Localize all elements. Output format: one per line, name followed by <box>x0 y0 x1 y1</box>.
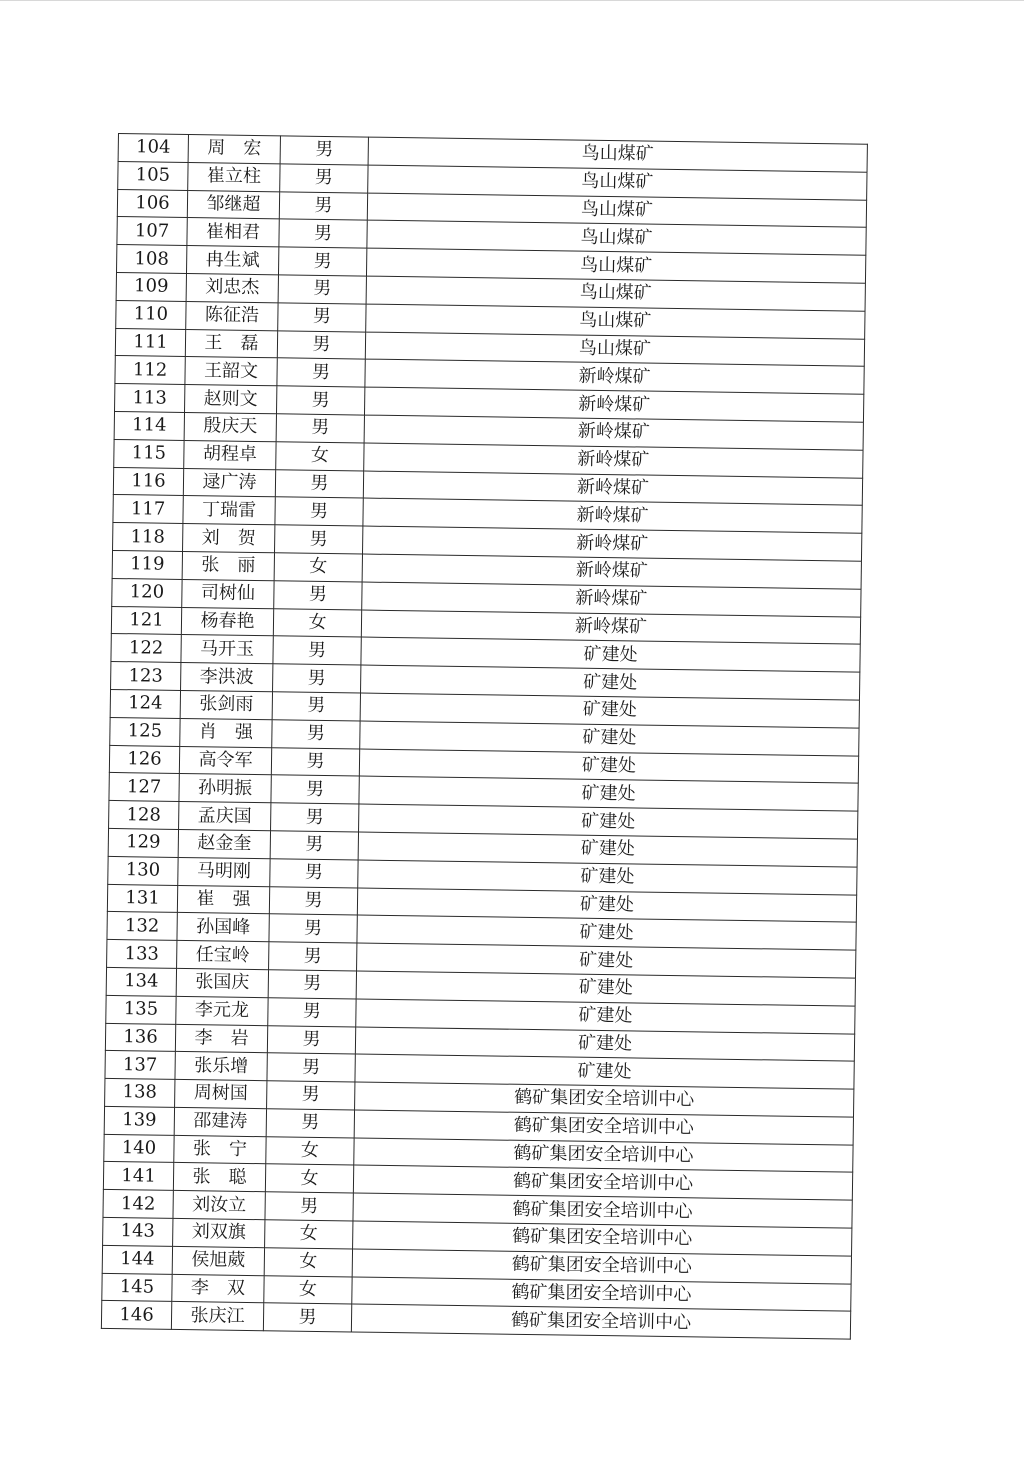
unit-cell: 矿建处 <box>358 832 857 867</box>
row-number-cell: 107 <box>117 217 187 246</box>
unit-cell: 新岭煤矿 <box>363 526 862 561</box>
unit-cell: 鹤矿集团安全培训中心 <box>355 1082 854 1117</box>
unit-cell: 鹤矿集团安全培训中心 <box>353 1221 852 1256</box>
name-cell: 刘双旗 <box>173 1218 265 1247</box>
page-top-edge <box>0 0 1024 7</box>
row-number-cell: 110 <box>116 300 186 329</box>
row-number-cell: 117 <box>113 495 183 524</box>
sex-cell: 女 <box>273 608 361 637</box>
name-cell: 李洪波 <box>181 663 273 692</box>
row-number-cell: 123 <box>111 662 181 691</box>
row-number-cell: 131 <box>107 884 177 913</box>
sex-cell: 男 <box>267 1081 355 1110</box>
sex-cell: 男 <box>268 997 356 1026</box>
unit-cell: 矿建处 <box>357 943 856 978</box>
name-cell: 张 宁 <box>174 1135 266 1164</box>
name-cell: 逯广涛 <box>183 468 275 497</box>
row-number-cell: 143 <box>103 1217 173 1246</box>
sex-cell: 男 <box>278 247 366 276</box>
name-cell: 侯旭葳 <box>172 1246 264 1275</box>
unit-cell: 矿建处 <box>359 749 858 784</box>
row-number-cell: 137 <box>105 1051 175 1080</box>
row-number-cell: 142 <box>103 1190 173 1219</box>
name-cell: 高令军 <box>179 746 271 775</box>
sex-cell: 男 <box>263 1303 351 1332</box>
name-cell: 任宝岭 <box>177 941 269 970</box>
sex-cell: 男 <box>269 942 357 971</box>
name-cell: 李 双 <box>172 1274 264 1303</box>
sex-cell: 男 <box>271 803 359 832</box>
sex-cell: 男 <box>267 1053 355 1082</box>
name-cell: 肖 强 <box>180 718 272 747</box>
sex-cell: 男 <box>278 303 366 332</box>
name-cell: 丁瑞雷 <box>183 496 275 525</box>
name-cell: 崔 强 <box>177 885 269 914</box>
unit-cell: 新岭煤矿 <box>362 554 861 589</box>
sex-cell: 男 <box>270 831 358 860</box>
unit-cell: 矿建处 <box>360 721 859 756</box>
unit-cell: 新岭煤矿 <box>362 582 861 617</box>
unit-cell: 新岭煤矿 <box>363 471 862 506</box>
row-number-cell: 113 <box>115 384 185 413</box>
row-number-cell: 145 <box>102 1273 172 1302</box>
name-cell: 孙明振 <box>179 774 271 803</box>
name-cell: 孟庆国 <box>179 802 271 831</box>
unit-cell: 鸟山煤矿 <box>366 248 865 283</box>
row-number-cell: 125 <box>110 717 180 746</box>
name-cell: 王 磊 <box>185 329 277 358</box>
row-number-cell: 128 <box>109 801 179 830</box>
sex-cell: 男 <box>276 414 364 443</box>
sex-cell: 男 <box>277 358 365 387</box>
unit-cell: 鸟山煤矿 <box>368 165 867 200</box>
sex-cell: 男 <box>272 720 360 749</box>
row-number-cell: 118 <box>113 523 183 552</box>
sex-cell: 男 <box>280 164 368 193</box>
roster-table <box>101 133 868 1340</box>
unit-cell: 鹤矿集团安全培训中心 <box>354 1138 853 1173</box>
sex-cell: 男 <box>277 330 365 359</box>
sex-cell: 男 <box>267 1025 355 1054</box>
sex-cell: 男 <box>268 970 356 999</box>
row-number-cell: 126 <box>109 745 179 774</box>
unit-cell: 矿建处 <box>357 888 856 923</box>
name-cell: 张庆江 <box>171 1302 263 1331</box>
unit-cell: 鸟山煤矿 <box>366 304 865 339</box>
name-cell: 张 聪 <box>173 1163 265 1192</box>
sex-cell: 男 <box>275 469 363 498</box>
name-cell: 赵金奎 <box>178 829 270 858</box>
roster-table-body <box>101 134 867 1340</box>
row-number-cell: 104 <box>118 134 188 163</box>
name-cell: 王韶文 <box>185 357 277 386</box>
row-number-cell: 138 <box>105 1079 175 1108</box>
row-number-cell: 112 <box>115 356 185 385</box>
row-number-cell: 129 <box>108 828 178 857</box>
name-cell: 殷庆天 <box>184 412 276 441</box>
name-cell: 陈征浩 <box>186 301 278 330</box>
name-cell: 冉生斌 <box>186 246 278 275</box>
row-number-cell: 116 <box>113 467 183 496</box>
row-number-cell: 111 <box>115 328 185 357</box>
name-cell: 胡程卓 <box>184 440 276 469</box>
sex-cell: 女 <box>274 553 362 582</box>
sex-cell: 女 <box>265 1164 353 1193</box>
row-number-cell: 120 <box>112 578 182 607</box>
unit-cell: 矿建处 <box>355 1026 854 1061</box>
unit-cell: 矿建处 <box>357 915 856 950</box>
name-cell: 崔相君 <box>187 218 279 247</box>
name-cell: 刘 贺 <box>183 524 275 553</box>
row-number-cell: 124 <box>110 689 180 718</box>
unit-cell: 矿建处 <box>358 860 857 895</box>
name-cell: 周树国 <box>175 1080 267 1109</box>
row-number-cell: 146 <box>101 1301 171 1330</box>
row-number-cell: 134 <box>106 967 176 996</box>
row-number-cell: 115 <box>114 439 184 468</box>
unit-cell: 鹤矿集团安全培训中心 <box>354 1110 853 1145</box>
sex-cell: 男 <box>271 775 359 804</box>
name-cell: 张剑雨 <box>180 690 272 719</box>
sex-cell: 男 <box>274 581 362 610</box>
unit-cell: 鹤矿集团安全培训中心 <box>353 1165 852 1200</box>
name-cell: 李 岩 <box>175 1024 267 1053</box>
sex-cell: 男 <box>266 1109 354 1138</box>
sex-cell: 男 <box>280 136 368 165</box>
unit-cell: 矿建处 <box>355 1054 854 1089</box>
unit-cell: 矿建处 <box>356 999 855 1034</box>
name-cell: 李元龙 <box>176 996 268 1025</box>
name-cell: 崔立柱 <box>188 162 280 191</box>
sex-cell: 男 <box>276 386 364 415</box>
sex-cell: 男 <box>279 191 367 220</box>
row-number-cell: 130 <box>108 856 178 885</box>
row-number-cell: 106 <box>117 189 187 218</box>
unit-cell: 矿建处 <box>359 804 858 839</box>
unit-cell: 鹤矿集团安全培训中心 <box>353 1193 852 1228</box>
unit-cell: 鸟山煤矿 <box>368 137 867 172</box>
row-number-cell: 119 <box>112 550 182 579</box>
name-cell: 刘忠杰 <box>186 273 278 302</box>
row-number-cell: 108 <box>117 245 187 274</box>
sex-cell: 男 <box>269 914 357 943</box>
row-number-cell: 140 <box>104 1134 174 1163</box>
name-cell: 周 宏 <box>188 135 280 164</box>
sex-cell: 女 <box>276 442 364 471</box>
unit-cell: 新岭煤矿 <box>365 359 864 394</box>
name-cell: 马明刚 <box>178 857 270 886</box>
unit-cell: 新岭煤矿 <box>361 610 860 645</box>
unit-cell: 鸟山煤矿 <box>367 193 866 228</box>
name-cell: 赵则文 <box>185 385 277 414</box>
row-number-cell: 136 <box>105 1023 175 1052</box>
unit-cell: 鹤矿集团安全培训中心 <box>351 1304 850 1339</box>
unit-cell: 矿建处 <box>361 665 860 700</box>
unit-cell: 矿建处 <box>360 693 859 728</box>
name-cell: 刘汝立 <box>173 1191 265 1220</box>
sex-cell: 男 <box>273 636 361 665</box>
sex-cell: 女 <box>264 1275 352 1304</box>
name-cell: 邹继超 <box>187 190 279 219</box>
sex-cell: 男 <box>265 1192 353 1221</box>
sex-cell: 男 <box>275 525 363 554</box>
unit-cell: 鸟山煤矿 <box>365 332 864 367</box>
row-number-cell: 114 <box>114 411 184 440</box>
sex-cell: 男 <box>278 275 366 304</box>
unit-cell: 新岭煤矿 <box>364 387 863 422</box>
row-number-cell: 139 <box>104 1106 174 1135</box>
sex-cell: 女 <box>264 1248 352 1277</box>
row-number-cell: 135 <box>106 995 176 1024</box>
row-number-cell: 133 <box>107 940 177 969</box>
row-number-cell: 121 <box>111 606 181 635</box>
unit-cell: 鸟山煤矿 <box>366 276 865 311</box>
row-number-cell: 122 <box>111 634 181 663</box>
row-number-cell: 127 <box>109 773 179 802</box>
name-cell: 邵建涛 <box>174 1107 266 1136</box>
sex-cell: 男 <box>269 886 357 915</box>
unit-cell: 新岭煤矿 <box>364 415 863 450</box>
row-number-cell: 105 <box>118 161 188 190</box>
unit-cell: 鹤矿集团安全培训中心 <box>352 1277 851 1312</box>
name-cell: 张乐增 <box>175 1052 267 1081</box>
unit-cell: 鹤矿集团安全培训中心 <box>352 1249 851 1284</box>
name-cell: 杨春艳 <box>181 607 273 636</box>
sex-cell: 男 <box>273 664 361 693</box>
unit-cell: 矿建处 <box>356 971 855 1006</box>
name-cell: 张 丽 <box>182 551 274 580</box>
sex-cell: 男 <box>279 219 367 248</box>
name-cell: 马开玉 <box>181 635 273 664</box>
sex-cell: 女 <box>266 1136 354 1165</box>
row-number-cell: 144 <box>102 1245 172 1274</box>
sex-cell: 男 <box>275 497 363 526</box>
name-cell: 司树仙 <box>182 579 274 608</box>
unit-cell: 新岭煤矿 <box>364 443 863 478</box>
row-number-cell: 109 <box>116 272 186 301</box>
name-cell: 张国庆 <box>176 968 268 997</box>
sex-cell: 男 <box>271 747 359 776</box>
unit-cell: 新岭煤矿 <box>363 498 862 533</box>
sex-cell: 男 <box>270 858 358 887</box>
row-number-cell: 141 <box>103 1162 173 1191</box>
unit-cell: 矿建处 <box>361 637 860 672</box>
sex-cell: 男 <box>272 692 360 721</box>
name-cell: 孙国峰 <box>177 913 269 942</box>
row-number-cell: 132 <box>107 912 177 941</box>
unit-cell: 鸟山煤矿 <box>367 220 866 255</box>
sex-cell: 女 <box>265 1220 353 1249</box>
unit-cell: 矿建处 <box>359 776 858 811</box>
